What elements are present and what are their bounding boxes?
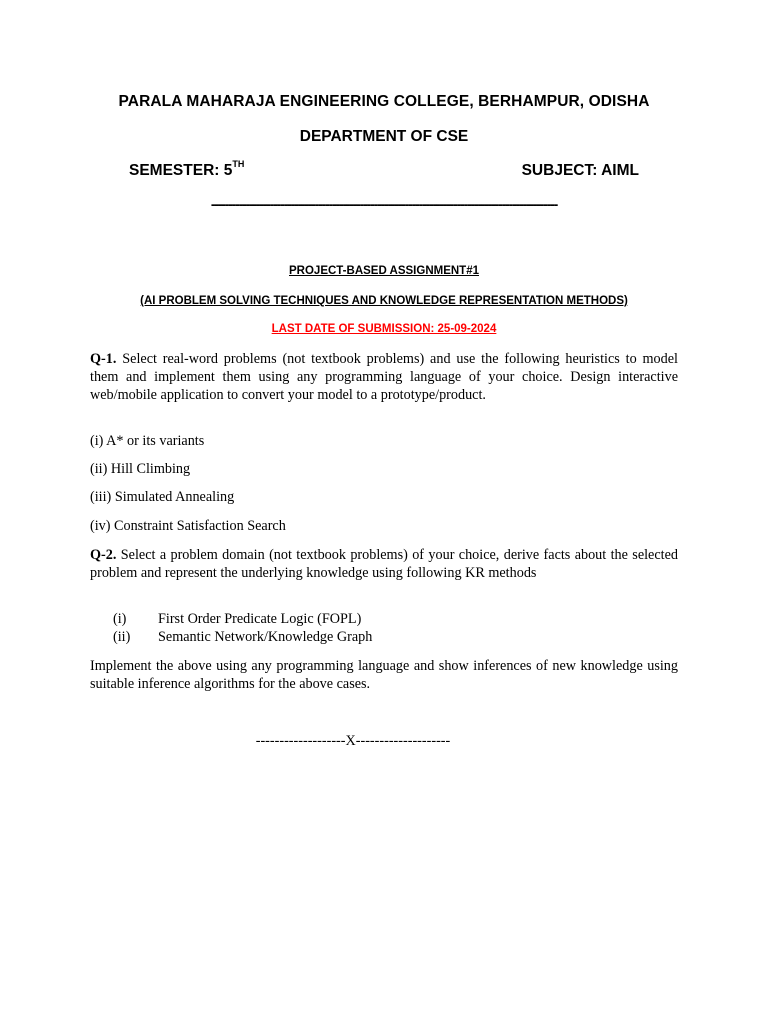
college-name: PARALA MAHARAJA ENGINEERING COLLEGE, BERHAMPUR, ODISHA bbox=[118, 93, 650, 110]
heuristic-item: (iv) Constraint Satisfaction Search bbox=[90, 518, 286, 534]
question-2-text: Select a problem domain (not textbook problems) of your choice, derive facts about the selected problem and represent the underlying knowledge using following KR methods bbox=[90, 547, 678, 582]
question-1-label: Q-1. bbox=[90, 351, 117, 367]
kr-method-text: First Order Predicate Logic (FOPL) bbox=[158, 611, 362, 627]
assignment-subtitle: (AI PROBLEM SOLVING TECHNIQUES AND KNOWLEDGE REPRESENTATION METHODS) bbox=[140, 295, 628, 307]
dashed-divider: ---------------------------------------------------------------------------------------------------- bbox=[210, 196, 558, 212]
assignment-title: PROJECT-BASED ASSIGNMENT#1 bbox=[289, 265, 479, 277]
kr-method-number: (ii) bbox=[113, 629, 131, 645]
semester-label bbox=[129, 159, 245, 180]
heuristic-item: (iii) Simulated Annealing bbox=[90, 489, 235, 505]
kr-method-number: (i) bbox=[113, 611, 127, 627]
question-2 bbox=[90, 546, 678, 582]
semester-superscript: TH bbox=[232, 159, 245, 169]
department-name: DEPARTMENT OF CSE bbox=[299, 128, 469, 145]
subject-label: SUBJECT: AIML bbox=[521, 162, 639, 179]
heuristic-item: (i) A* or its variants bbox=[90, 433, 205, 449]
implementation-instructions: Implement the above using any programming language and show inferences of new knowledge using suitable inference algorithms for the above cases. bbox=[90, 658, 678, 693]
end-marker: -------------------X-------------------- bbox=[255, 733, 451, 749]
submission-deadline: LAST DATE OF SUBMISSION: 25-09-2024 bbox=[271, 323, 497, 335]
question-2-label: Q-2. bbox=[90, 547, 117, 563]
semester-text: SEMESTER: 5 bbox=[129, 162, 233, 179]
question-1 bbox=[90, 350, 678, 405]
heuristic-item: (ii) Hill Climbing bbox=[90, 461, 191, 477]
question-1-text: Select real-word problems (not textbook problems) and use the following heuristics to model them and implement them using any programming language of your choice. Design interactive web/mobile application to convert your model to a prototype/product. bbox=[90, 351, 678, 404]
kr-method-text: Semantic Network/Knowledge Graph bbox=[158, 629, 373, 645]
